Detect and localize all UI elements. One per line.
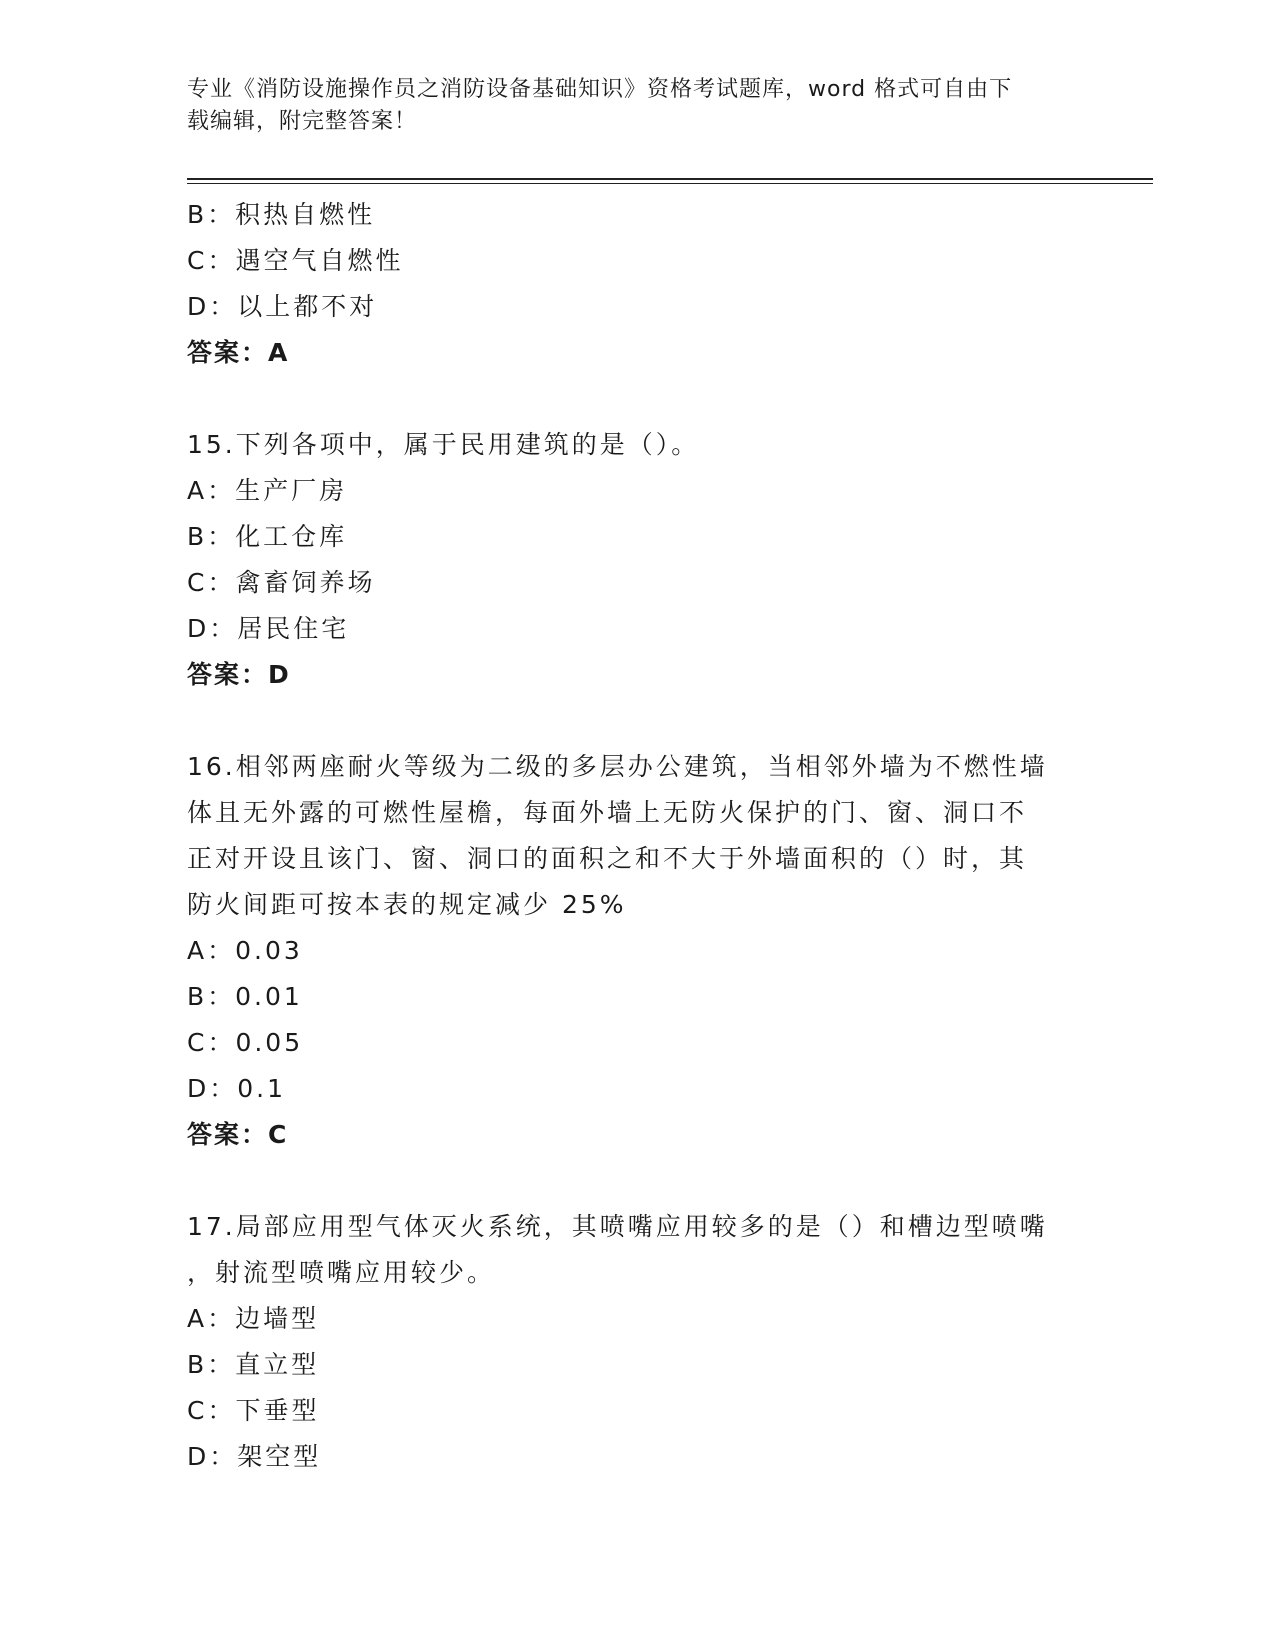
option-d: D：居民住宅	[187, 614, 350, 643]
question-stem: 15.下列各项中，属于民用建筑的是（）。	[187, 430, 700, 459]
answer-line: 答案：A	[187, 338, 290, 367]
option-b: B：化工仓库	[187, 522, 348, 551]
option-c: C：遇空气自燃性	[187, 246, 404, 275]
option-c: C：禽畜饲养场	[187, 568, 376, 597]
question-17	[187, 1204, 1087, 1480]
question-stem: ，射流型喷嘴应用较少。	[187, 1258, 496, 1287]
header-line-2: 载编辑，附完整答案！	[187, 109, 418, 134]
option-b: B：直立型	[187, 1350, 320, 1379]
answer-line: 答案：C	[187, 1120, 289, 1149]
spacer	[187, 698, 1087, 744]
spacer	[187, 376, 1087, 422]
question-15	[187, 422, 1087, 698]
spacer	[187, 1158, 1087, 1204]
header-divider-thick	[187, 178, 1153, 180]
answer-line: 答案：D	[187, 660, 291, 689]
question-stem: 体且无外露的可燃性屋檐，每面外墙上无防火保护的门、窗、洞口不	[187, 798, 1028, 827]
option-a: A：生产厂房	[187, 476, 348, 505]
header-line-1: 专业《消防设施操作员之消防设备基础知识》资格考试题库，word 格式可自由下	[187, 77, 1013, 102]
question-16	[187, 744, 1087, 1158]
document-header	[187, 74, 1087, 138]
document-page	[187, 0, 1147, 1650]
option-a: A：0.03	[187, 936, 303, 965]
header-divider-thin	[187, 183, 1153, 184]
question-list	[187, 192, 1087, 1480]
option-a: A：边墙型	[187, 1304, 320, 1333]
question-14-continued	[187, 192, 1087, 376]
question-stem: 防火间距可按本表的规定减少 25%	[187, 890, 627, 919]
question-stem: 17.局部应用型气体灭火系统，其喷嘴应用较多的是（）和槽边型喷嘴	[187, 1212, 1048, 1241]
option-c: C：下垂型	[187, 1396, 320, 1425]
option-d: D：0.1	[187, 1074, 287, 1103]
option-b: B：积热自燃性	[187, 200, 376, 229]
option-b: B：0.01	[187, 982, 303, 1011]
option-d: D：架空型	[187, 1442, 322, 1471]
option-d: D：以上都不对	[187, 292, 378, 321]
option-c: C：0.05	[187, 1028, 304, 1057]
question-stem: 正对开设且该门、窗、洞口的面积之和不大于外墙面积的（）时，其	[187, 844, 1028, 873]
question-stem: 16.相邻两座耐火等级为二级的多层办公建筑，当相邻外墙为不燃性墙	[187, 752, 1048, 781]
